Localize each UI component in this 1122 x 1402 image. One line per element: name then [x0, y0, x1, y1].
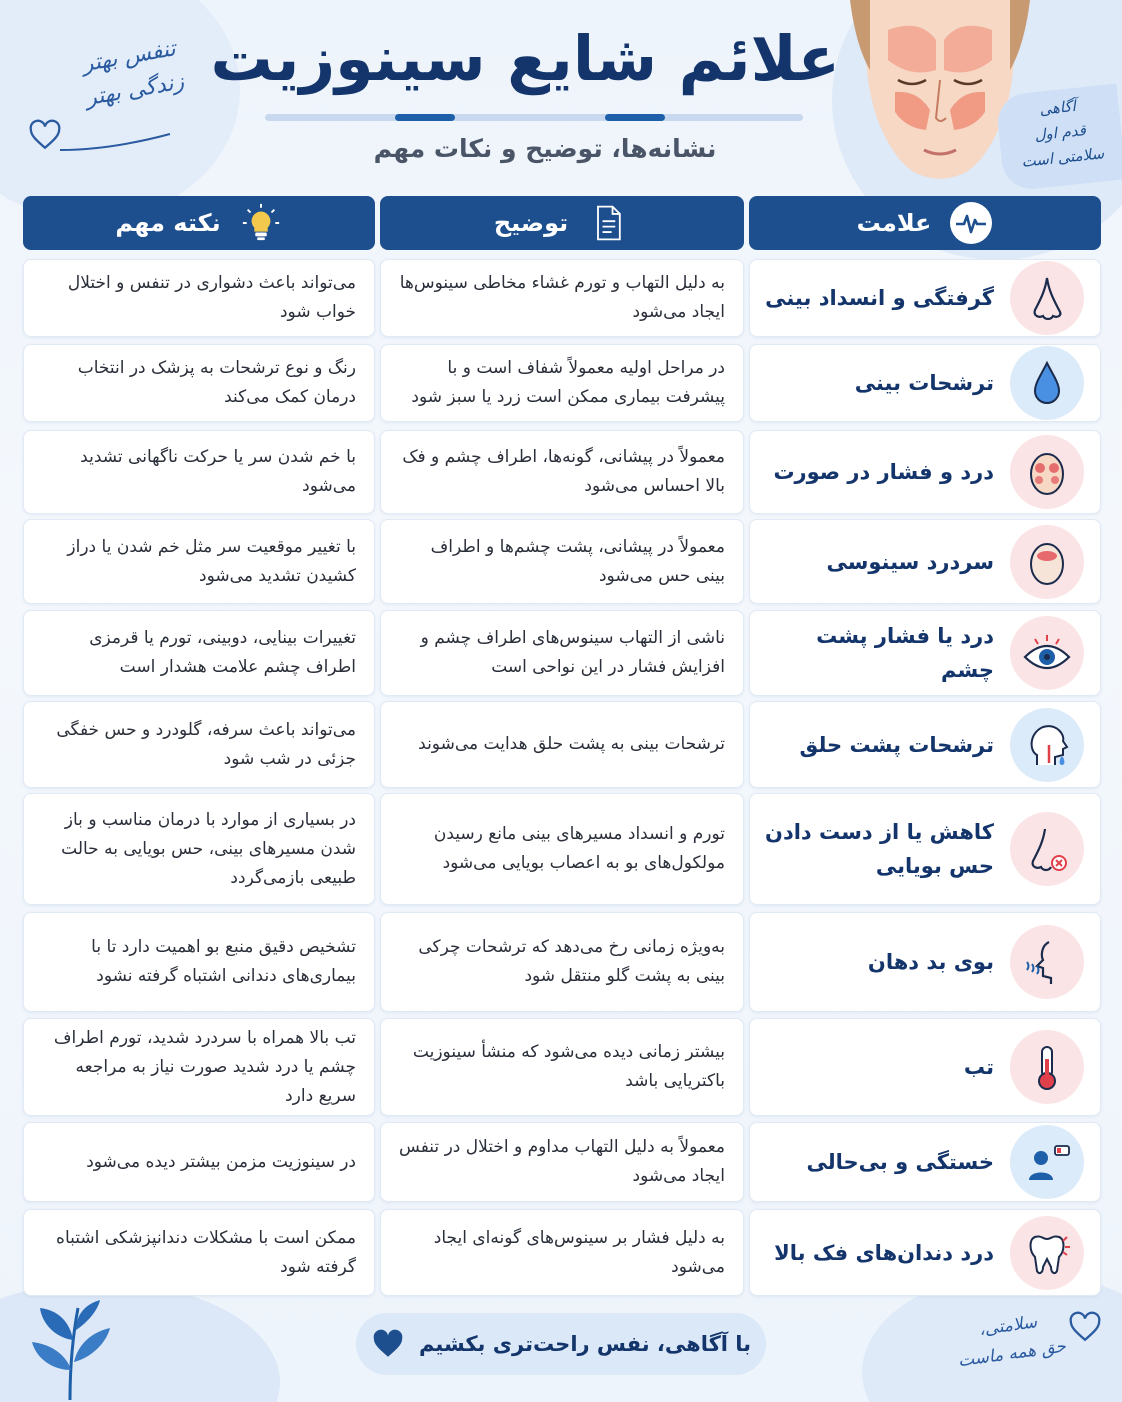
symptom-cell: [749, 701, 1101, 788]
description-cell: [380, 519, 744, 604]
table-row: [23, 793, 1101, 905]
symptom-cell: [749, 1122, 1101, 1202]
signature-line: سلامتی،: [977, 1312, 1039, 1341]
nose-icon: [1010, 261, 1084, 335]
symptom-cell: [749, 519, 1101, 604]
description-cell: [380, 430, 744, 514]
table-row: [23, 610, 1101, 696]
symptom-cell: [749, 259, 1101, 337]
note-cell: [23, 610, 375, 696]
symptom-label: درد یا فشار پشت چشم: [816, 624, 994, 682]
heart-icon: [28, 118, 62, 152]
description-text: بیشتر زمانی دیده می‌شود که منشأ سینوزیت باکتریایی باشد: [412, 1042, 725, 1091]
table-row: [23, 430, 1101, 514]
symptom-cell: [749, 344, 1101, 422]
symptom-cell: [749, 1018, 1101, 1116]
note-text: ممکن است با مشکلات دندانپزشکی اشتباه گرفته شود: [56, 1227, 356, 1277]
note-text: با خم شدن سر یا حرکت ناگهانی تشدید می‌شود: [80, 447, 356, 496]
tooth-icon: [1010, 1216, 1084, 1290]
note-cell: [23, 1209, 375, 1296]
pulse-icon: [949, 201, 993, 245]
badge-line: قدم اول: [1033, 121, 1087, 145]
table-row: [23, 701, 1101, 788]
description-text: ناشی از التهاب سینوس‌های اطراف چشم و افزایش فشار در این نواحی است: [420, 628, 725, 677]
fatigue-icon: [1010, 1125, 1084, 1199]
note-cell: [23, 519, 375, 604]
column-header-description: [380, 196, 744, 250]
slogan-line: تنفس بهتر: [80, 36, 178, 78]
symptom-label: گرفتگی و انسداد بینی: [765, 286, 994, 310]
note-text: با تغییر موقعیت سر مثل خم شدن یا دراز کشیدن تشدید می‌شود: [67, 536, 356, 586]
description-text: معمولاً در پیشانی، پشت چشم‌ها و اطراف بینی حس می‌شود: [430, 536, 725, 586]
symptom-cell: [749, 912, 1101, 1012]
symptom-label: درد و فشار در صورت: [773, 460, 994, 484]
note-text: تشخیص دقیق منبع بو اهمیت دارد تا با بیماری‌های دندانی اشتباه گرفته نشود: [91, 937, 356, 986]
symptom-label: سردرد سینوسی: [826, 549, 994, 574]
symptom-label: درد دندان‌های فک بالا: [774, 1240, 994, 1265]
description-cell: [380, 1018, 744, 1116]
footer-text: با آگاهی، نفس راحت‌تری بکشیم: [418, 1332, 752, 1356]
symptom-label: کاهش یا از دست دادن حس بویایی: [765, 820, 994, 878]
footer-message: [356, 1313, 766, 1375]
eye-icon: [1010, 616, 1084, 690]
note-text: رنگ و نوع ترشحات به پزشک در انتخاب درمان کمک می‌کند: [77, 358, 356, 407]
note-text: تب بالا همراه با سردرد شدید، تورم اطراف چشم یا درد شدید صورت نیاز به مراجعه سریع دارد: [53, 1027, 356, 1106]
plant-icon: [26, 1300, 116, 1400]
symptom-cell: [749, 610, 1101, 696]
symptom-label: تب: [963, 1055, 994, 1079]
column-header-label: توضیح: [493, 209, 569, 237]
table-row: [23, 912, 1101, 1012]
table-row: [23, 519, 1101, 604]
face-pressure-icon: [1010, 435, 1084, 509]
description-text: ترشحات بینی به پشت حلق هدایت می‌شوند: [418, 734, 725, 754]
drop-icon: [1010, 346, 1084, 420]
throat-icon: [1010, 708, 1084, 782]
symptom-cell: [749, 1209, 1101, 1296]
badge-line: سلامتی است: [1020, 144, 1105, 171]
symptom-label: خستگی و بی‌حالی: [806, 1150, 994, 1174]
description-cell: [380, 259, 744, 337]
symptom-label: بوی بد دهان: [867, 950, 994, 974]
title-underline: [265, 114, 803, 121]
column-header-label: نکته مهم: [115, 209, 221, 237]
breath-icon: [1010, 925, 1084, 999]
note-text: می‌تواند باعث دشواری در تنفس و اختلال خواب شود: [67, 273, 356, 322]
symptom-cell: [749, 793, 1101, 905]
note-cell: [23, 1018, 375, 1116]
note-cell: [23, 430, 375, 514]
slogan-line: زندگی بهتر: [83, 69, 186, 112]
description-cell: [380, 912, 744, 1012]
description-text: در مراحل اولیه معمولاً شفاف است و با پیشرفت بیماری ممکن است زرد یا سبز شود: [411, 358, 725, 407]
note-cell: [23, 1122, 375, 1202]
headache-icon: [1010, 525, 1084, 599]
thermometer-icon: [1010, 1030, 1084, 1104]
description-cell: [380, 1122, 744, 1202]
note-text: در بسیاری از موارد با درمان مناسب و باز شدن مسیرهای بینی، حس بویایی به حالت طبیعی بازمی‌گردد: [61, 809, 356, 888]
no-smell-icon: [1010, 812, 1084, 886]
table-row: [23, 1018, 1101, 1116]
description-text: به دلیل فشار بر سینوس‌های گونه‌ای ایجاد می‌شود: [433, 1227, 725, 1277]
heart-icon: [1068, 1310, 1102, 1344]
signature-line: حق همه ماست: [956, 1336, 1068, 1372]
description-text: به دلیل التهاب و تورم غشاء مخاطی سینوس‌ها ایجاد می‌شود: [399, 273, 725, 322]
table-row: [23, 1209, 1101, 1296]
document-icon: [586, 201, 630, 245]
note-cell: [23, 793, 375, 905]
heart-icon: [371, 1327, 405, 1361]
symptom-label: ترشحات بینی: [854, 371, 994, 395]
column-header-note: [23, 196, 375, 250]
description-text: معمولاً در پیشانی، گونه‌ها، اطراف چشم و فک بالا احساس می‌شود: [402, 447, 725, 496]
note-text: تغییرات بینایی، دوبینی، تورم یا قرمزی اطراف چشم علامت هشدار است: [89, 628, 356, 677]
description-cell: [380, 793, 744, 905]
description-cell: [380, 701, 744, 788]
description-text: معمولاً به دلیل التهاب مداوم و اختلال در تنفس ایجاد می‌شود: [399, 1137, 725, 1186]
awareness-badge: [995, 84, 1122, 192]
page-title: علائم شایع سینوزیت: [210, 22, 840, 95]
description-cell: [380, 610, 744, 696]
column-header-label: علامت: [856, 209, 932, 237]
table-row: [23, 344, 1101, 422]
note-cell: [23, 701, 375, 788]
badge-line: آگاهی: [1038, 96, 1077, 119]
symptom-label: ترشحات پشت حلق: [799, 732, 994, 757]
description-text: به‌ویژه زمانی رخ می‌دهد که ترشحات چرکی بینی به پشت گلو منتقل شود: [418, 937, 725, 986]
description-text: تورم و انسداد مسیرهای بینی مانع رسیدن مولکول‌های بو به اعصاب بویایی می‌شود: [433, 824, 725, 873]
table-row: [23, 1122, 1101, 1202]
description-cell: [380, 344, 744, 422]
lightbulb-icon: [239, 201, 283, 245]
page-subtitle: نشانه‌ها، توضیح و نکات مهم: [373, 134, 717, 163]
note-text: در سینوزیت مزمن بیشتر دیده می‌شود: [86, 1151, 356, 1172]
description-cell: [380, 1209, 744, 1296]
symptom-cell: [749, 430, 1101, 514]
table-row: [23, 259, 1101, 337]
note-cell: [23, 259, 375, 337]
note-cell: [23, 344, 375, 422]
note-text: می‌تواند باعث سرفه، گلودرد و حس خفگی جزئی در شب شود: [56, 719, 356, 769]
column-header-symptom: [749, 196, 1101, 250]
note-cell: [23, 912, 375, 1012]
